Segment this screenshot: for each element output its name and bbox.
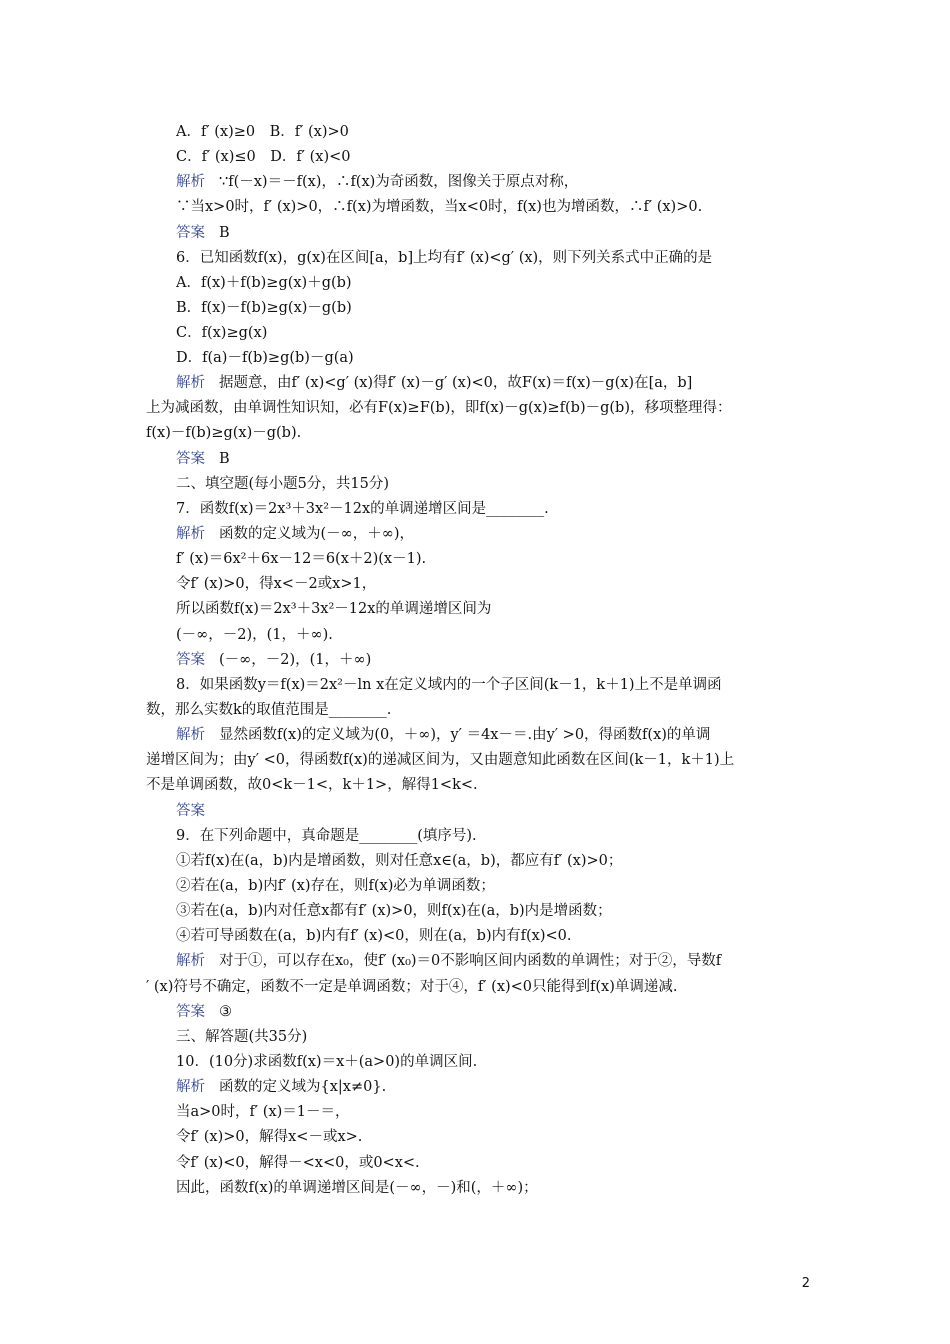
text-line-33: ④若可导函数在(a，b)内有f′ (x)<0，则在(a，b)内有f(x)<0.: [176, 928, 572, 944]
answer-label: 答案: [176, 652, 205, 668]
answer-label: 答案: [176, 1004, 205, 1020]
text-line-13: f(x)－f(b)≥g(x)－g(b).: [146, 425, 302, 441]
text-line-43: 因此，函数f(x)的单调递增区间是(－∞，－)和(，＋∞)；: [176, 1180, 538, 1196]
answer-line-22: 答案 (－∞，－2)，(1，＋∞): [176, 652, 372, 668]
answer-line-28: [176, 801, 810, 821]
text-line-24: 数，那么实数k的取值范围是________.: [146, 702, 392, 718]
analysis-line-11: 解析 据题意，由f′ (x)<g′ (x)得f′ (x)－g′ (x)<0，故F(x)＝f(x)－g(x)在[a，b]: [176, 375, 693, 391]
text-line-29: 9．在下列命题中，真命题是________(填序号).: [176, 828, 477, 844]
answer-label: 答案: [176, 803, 205, 819]
text-line-38: 10．(10分)求函数f(x)＝x＋(a>0)的单调区间.: [176, 1054, 478, 1070]
text-line-9: C．f(x)≥g(x): [176, 325, 268, 341]
text-line-12: 上为减函数，由单调性知识知，必有F(x)≥F(b)，即f(x)－g(x)≥f(b)－g(b)，移项整理得：: [146, 400, 732, 416]
analysis-line-34: 解析 对于①，可以存在x₀，使f′ (x₀)＝0不影响区间内函数的单调性；对于②，导数f: [176, 953, 722, 969]
text-line-20: 所以函数f(x)＝2x³＋3x²－12x的单调递增区间为: [176, 601, 492, 617]
text-line-27: 不是单调函数，故0<k－1<，k＋1>，解得1<k<.: [146, 777, 478, 793]
text-line-30: ①若f(x)在(a，b)内是增函数，则对任意x∈(a，b)，都应有f′ (x)>0；: [176, 853, 623, 869]
text-line-31: ②若在(a，b)内f′ (x)存在，则f(x)必为单调函数；: [176, 878, 495, 894]
analysis-label: 解析: [176, 526, 205, 542]
analysis-label: 解析: [176, 727, 205, 743]
text-line-19: 令f′ (x)>0，得x<－2或x>1，: [176, 576, 377, 592]
text-line-6: 6．已知函数f(x)，g(x)在区间[a，b]上均有f′ (x)<g′ (x)，则下列关系式中正确的是: [176, 250, 713, 266]
text-line-37: 三、解答题(共35分): [176, 1029, 308, 1045]
text-line-35: ′ (x)符号不确定，函数不一定是单调函数；对于④，f′ (x)<0只能得到f(x)单调递减.: [146, 979, 678, 995]
analysis-label: 解析: [176, 953, 205, 969]
analysis-label: 解析: [176, 1079, 205, 1095]
answer-label: 答案: [176, 225, 205, 241]
text-line-1: A．f′ (x)≥0 B．f′ (x)>0: [176, 124, 349, 140]
text-line-18: f′ (x)＝6x²＋6x－12＝6(x＋2)(x－1).: [176, 551, 427, 567]
text-line-23: 8．如果函数y＝f(x)＝2x²－ln x在定义域内的一个子区间(k－1，k＋1)上不是单调函: [176, 677, 722, 693]
text-line-10: D．f(a)－f(b)≥g(b)－g(a): [176, 350, 354, 366]
text-line-40: 当a>0时，f′ (x)＝1－＝，: [176, 1104, 350, 1120]
page-number: 2: [801, 1276, 810, 1291]
text-line-2: C．f′ (x)≤0 D．f′ (x)<0: [176, 149, 351, 165]
text-line-41: 令f′ (x)>0，解得x<－或x>.: [176, 1129, 363, 1145]
analysis-line-25: 解析 显然函数f(x)的定义域为(0，＋∞)，y′ ＝4x－＝.由y′ >0，得函数f(x)的单调: [176, 727, 711, 743]
text-line-4: ∵当x>0时，f′ (x)>0，∴f(x)为增函数，当x<0时，f(x)也为增函数，∴f′ (x)>0.: [176, 199, 703, 215]
text-line-32: ③若在(a，b)内对任意x都有f′ (x)>0，则f(x)在(a，b)内是增函数；: [176, 903, 612, 919]
analysis-line-39: 解析 函数的定义域为{x|x≠0}.: [176, 1079, 387, 1095]
text-line-42: 令f′ (x)<0，解得－<x<0，或0<x<.: [176, 1155, 420, 1171]
answer-label: 答案: [176, 451, 205, 467]
answer-line-36: 答案 ③: [176, 1004, 232, 1020]
text-line-16: 7．函数f(x)＝2x³＋3x²－12x的单调递增区间是________.: [176, 501, 549, 517]
text-line-8: B．f(x)－f(b)≥g(x)－g(b): [176, 300, 352, 316]
text-line-26: 递增区间为；由y′ <0，得函数f(x)的递减区间为，又由题意知此函数在区间(k－1，k＋1)上: [146, 752, 735, 768]
text-line-7: A．f(x)＋f(b)≥g(x)＋g(b): [176, 275, 352, 291]
analysis-line-17: 解析 函数的定义域为(－∞，＋∞)，: [176, 526, 414, 542]
text-line-21: (－∞，－2)，(1，＋∞).: [176, 627, 333, 643]
analysis-label: 解析: [176, 174, 205, 190]
answer-line-5: 答案 B: [176, 225, 230, 241]
answer-line-14: 答案 B: [176, 451, 230, 467]
analysis-label: 解析: [176, 375, 205, 391]
text-line-15: 二、填空题(每小题5分，共15分): [176, 476, 389, 492]
analysis-line-3: 解析 ∵f(－x)＝－f(x)，∴f(x)为奇函数，图像关于原点对称，: [176, 174, 579, 190]
